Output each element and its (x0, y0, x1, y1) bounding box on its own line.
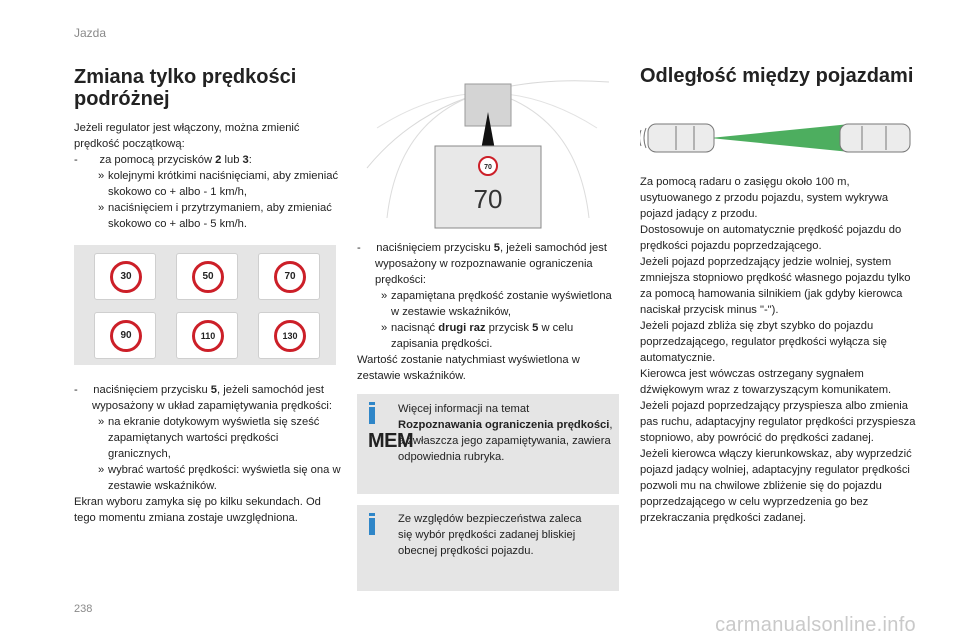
arrow-bullet-icon: » (98, 170, 105, 182)
section-label: Jazda (74, 26, 107, 40)
sub-bullet-touchscreen: » na ekranie dotykowym wyświetla się sześć zapamiętanych wartości prędkości granicznych, (98, 416, 320, 460)
speed-limit-sign-icon: 30 (110, 261, 142, 293)
speed-sign-card (176, 253, 238, 300)
cluster-small-sign-value: 70 (484, 164, 492, 171)
speed-sign-card (176, 312, 238, 359)
mem-icon: MEM (368, 430, 414, 452)
info-icon (369, 407, 375, 424)
speed-memory-signs-panel (74, 245, 336, 365)
right-section-title: Odległość między pojazdami (640, 65, 914, 87)
speed-limit-sign-icon: 50 (192, 261, 224, 293)
speed-sign-card (94, 312, 156, 359)
right-paragraph-3: Jeżeli pojazd poprzedzający jedzie wolniej, system zmniejsza stopniowo prędkość własnego pojazdu tylko za pomocą hamowania silnikiem (jak gdyby kierowca naciskał przycisk minus "-"). (640, 256, 911, 316)
value-displayed-paragraph: Wartość zostanie natychmiast wyświetlona w zestawie wskaźników. (357, 354, 580, 382)
car-radar-icon (640, 116, 920, 160)
left-section-title: Zmiana tylko prędkości podróżnej (74, 66, 297, 110)
sub-bullet-stored-speed: » zapamiętana prędkość zostanie wyświetlona w zestawie wskaźników, (381, 290, 612, 318)
sub-bullet-short-press: » kolejnymi krótkimi naciśnięciami, aby zmieniać skokowo co + albo - 1 km/h, (98, 170, 339, 198)
closing-paragraph: Ekran wyboru zamyka się po kilku sekundach. Od tego momentu zmiana zostaje uwzględniona. (74, 496, 321, 524)
speed-sign-card (94, 253, 156, 300)
right-paragraph-1: Za pomocą radaru o zasięgu około 100 m, usytuowanego z przodu pojazdu, system wykrywa pojazd jadący z przodu. (640, 176, 889, 220)
arrow-bullet-icon: » (98, 464, 105, 476)
bullet-button-5-recognition: - naciśnięciem przycisku 5, jeżeli samochód jest wyposażony w rozpoznawanie ograniczenia prędkości: (357, 242, 607, 286)
info-box-more-information (357, 394, 619, 494)
info-box-safety (357, 505, 619, 591)
right-paragraph-5: Kierowca jest wówczas ostrzegany sygnałem dźwiękowym wraz z towarzyszącym komunikatem. (640, 368, 892, 396)
right-text-block (640, 174, 922, 526)
page-number: 238 (74, 603, 93, 615)
left-intro-block (74, 120, 342, 232)
cluster-big-speed-value: 70 (473, 184, 503, 214)
speed-limit-sign-icon: 130 (274, 320, 306, 352)
sub-bullet-long-press: » naciśnięciem i przytrzymaniem, aby zmieniać skokowo co + albo - 5 km/h. (98, 202, 332, 230)
right-paragraph-2: Dostosowuje on automatycznie prędkość pojazdu do prędkości pojazdu poprzedzającego. (640, 224, 902, 252)
info-icon (369, 518, 375, 535)
sub-bullet-press-again: » nacisnąć drugi raz przycisk 5 w celu zapisania prędkości. (381, 322, 574, 350)
intro-paragraph: Jeżeli regulator jest włączony, można zmienić prędkość początkową: (74, 122, 300, 150)
bullet-button-5-memory: - naciśnięciem przycisku 5, jeżeli samochód jest wyposażony w układ zapamiętywania prędkości: (74, 384, 333, 412)
info-box-text: Więcej informacji na temat Rozpoznawania ograniczenia prędkości, a zwłaszcza jego zapamiętywania, zawiera odpowiednia rubryka. (398, 403, 613, 463)
arrow-bullet-icon: » (98, 202, 105, 214)
arrow-bullet-icon: » (381, 322, 388, 334)
right-paragraph-6: Jeżeli pojazd poprzedzający przyspiesza albo zmienia pas ruchu, adaptacyjny regulator prędkości przyspiesza stopniowo, aby powrócić do prędkości zadanej. (640, 400, 916, 444)
speed-limit-sign-icon: 90 (110, 320, 142, 352)
middle-text-block (357, 240, 619, 384)
watermark: carmanualsonline.info (715, 614, 916, 636)
right-paragraph-7: Jeżeli kierowca włączy kierunkowskaz, aby wyprzedzić pojazd jadący wolniej, adaptacyjny regulator prędkości pozwoli mu na chwilowe zbliżenie się do pojazdu poprzedzającego w celu wyprzedzenia go bez przekraczania prędkości zadanej. (640, 448, 912, 524)
speed-limit-sign-icon: 110 (192, 320, 224, 352)
sub-bullet-select-value: » wybrać wartość prędkości: wyświetla się ona w zestawie wskaźników. (98, 464, 341, 492)
dashboard-cluster-icon (357, 68, 619, 238)
bullet-buttons-2-3: - za pomocą przycisków 2 lub 3: (74, 154, 252, 166)
arrow-bullet-icon: » (381, 290, 388, 302)
right-paragraph-4: Jeżeli pojazd zbliża się zbyt szybko do pojazdu poprzedzającego, regulator prędkości wyłącza się automatycznie. (640, 320, 887, 364)
left-bottom-block (74, 382, 342, 526)
speed-sign-card (258, 312, 320, 359)
safety-note-text: Ze względów bezpieczeństwa zaleca się wybór prędkości zadanej bliskiej obecnej prędkości pojazdu. (398, 513, 582, 557)
arrow-bullet-icon: » (98, 416, 105, 428)
speed-limit-sign-icon: 70 (274, 261, 306, 293)
speed-sign-card (258, 253, 320, 300)
